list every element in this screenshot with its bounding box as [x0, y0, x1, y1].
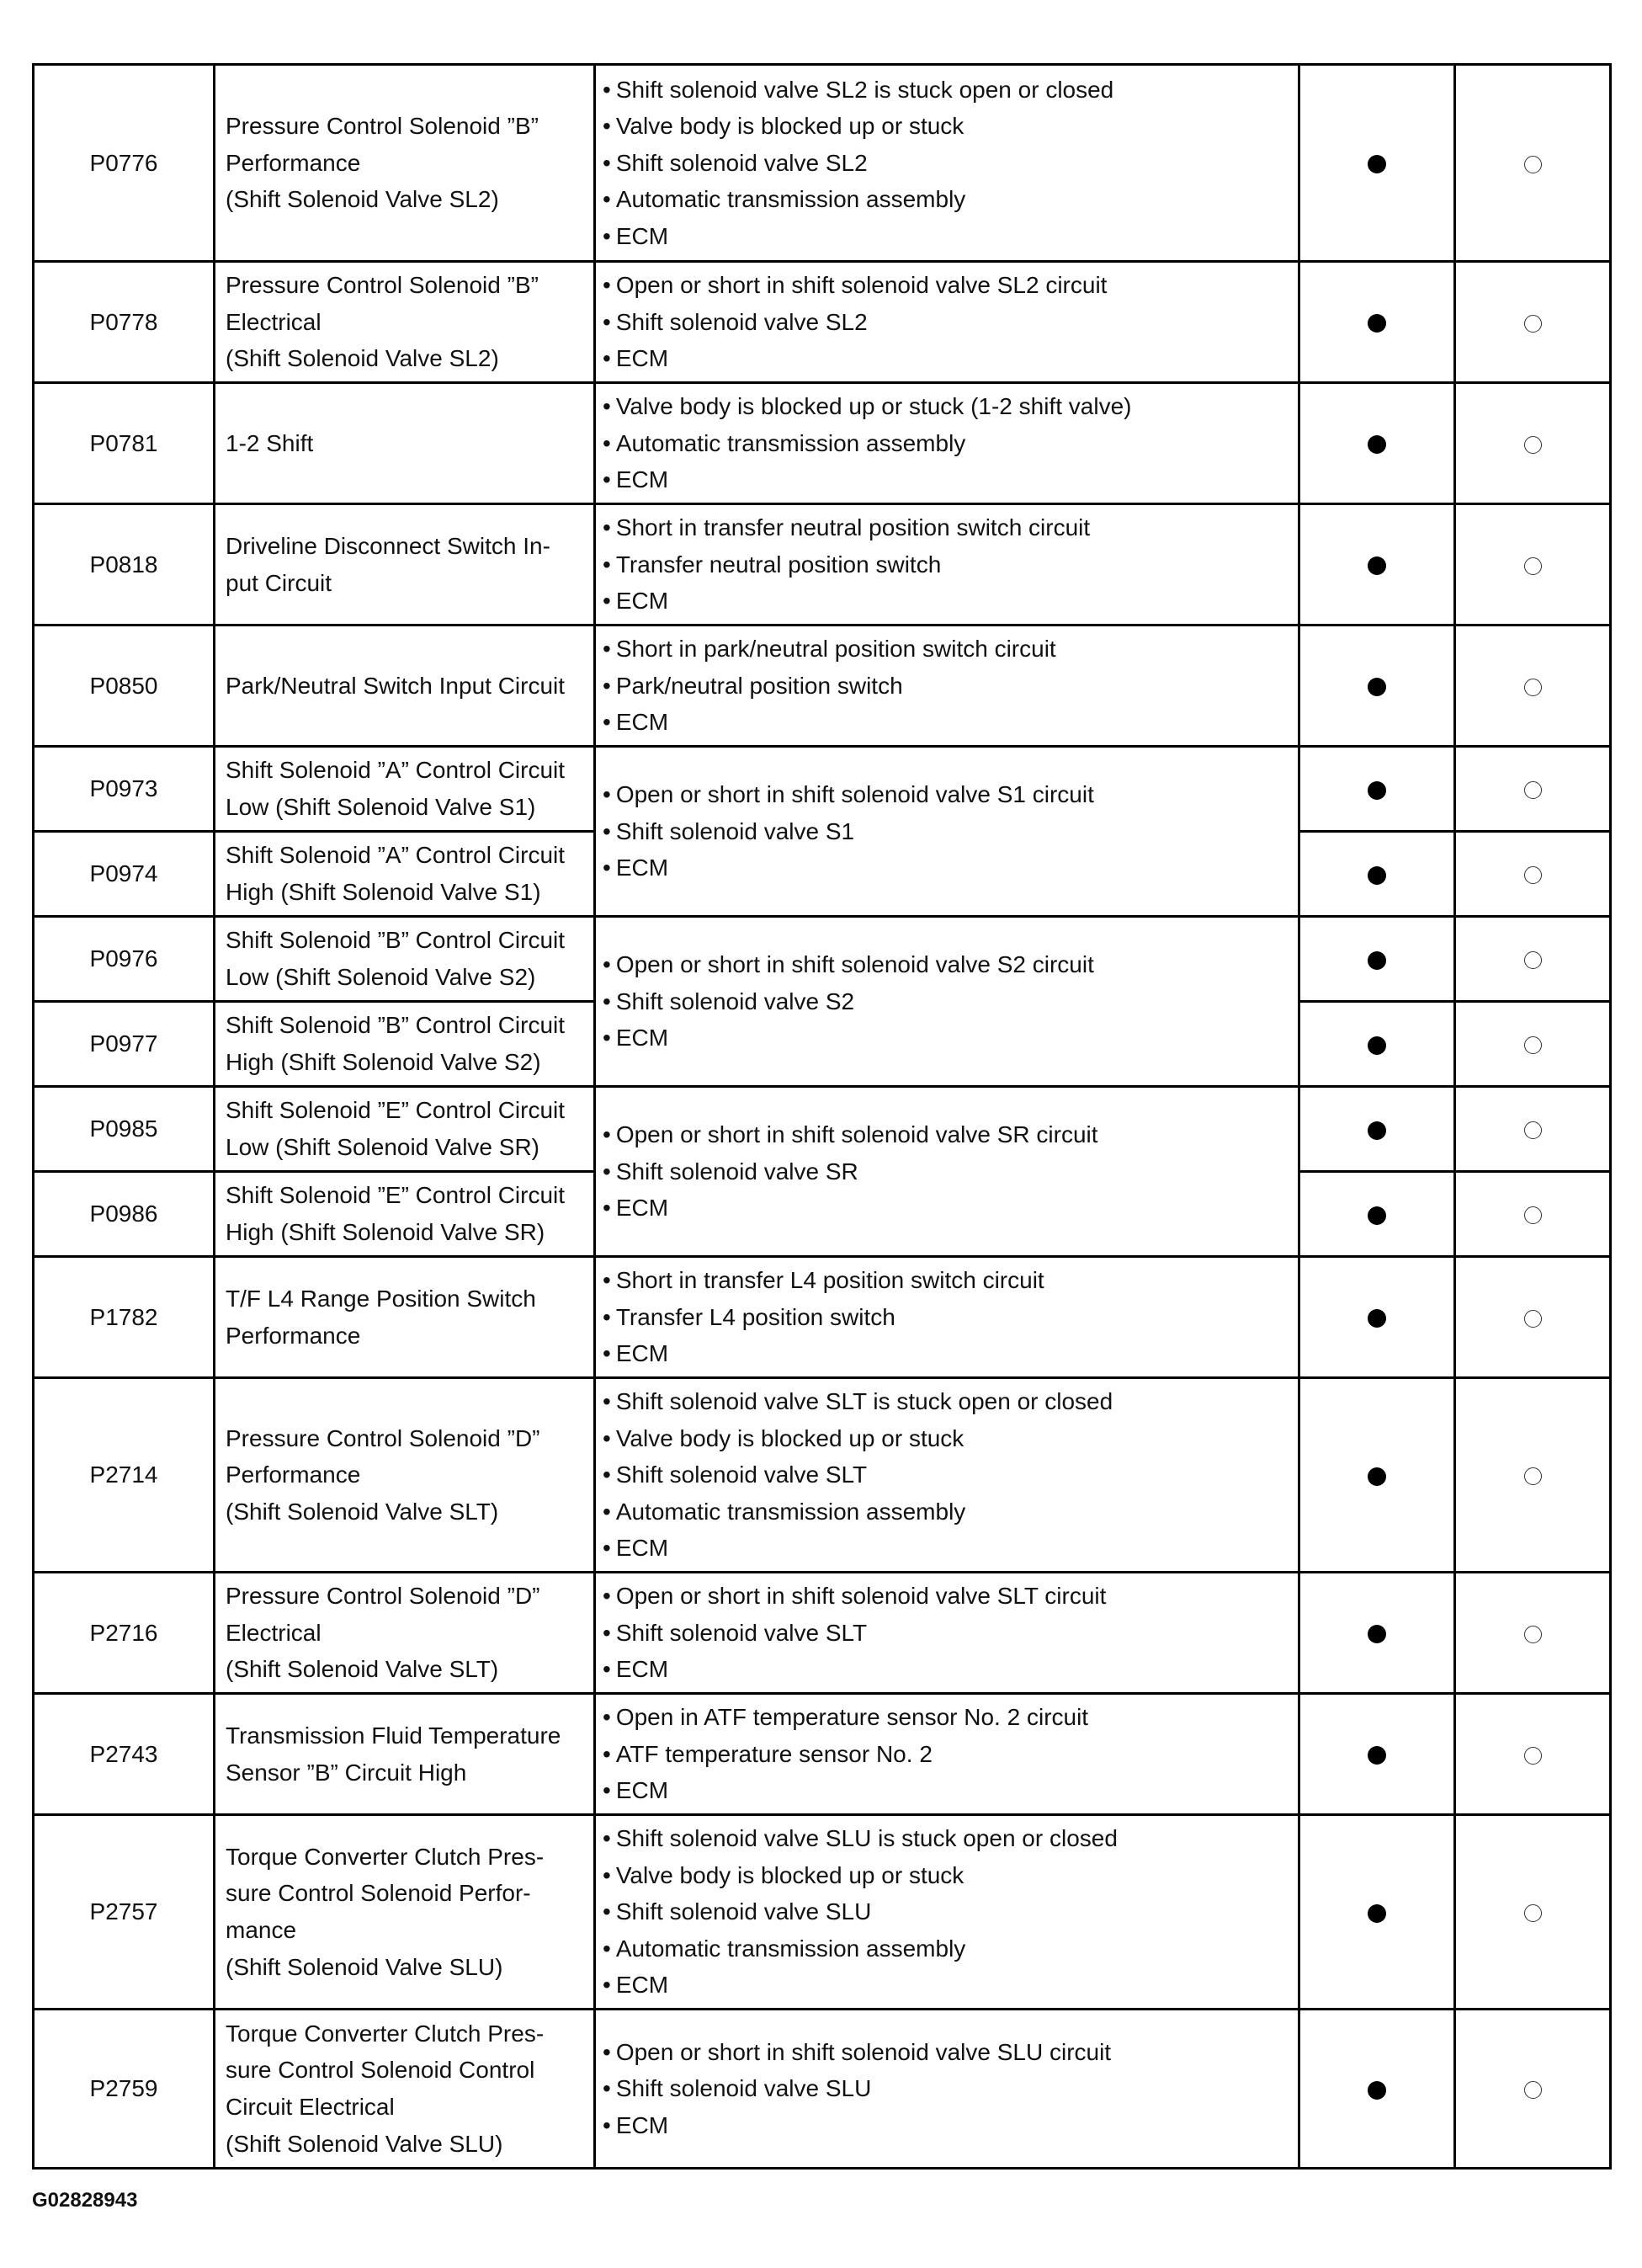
figure-id: G02828943 [32, 2189, 138, 2212]
trouble-area-item: • Open or short in shift solenoid valve SR circuit [603, 1116, 1291, 1153]
detection-item: Pressure Control Solenoid ”D” Electrical (Shift Solenoid Valve SLT) [215, 1573, 595, 1694]
mil-cell [1299, 1815, 1455, 2010]
mil-cell [1299, 626, 1455, 747]
trouble-area-item: • Open or short in shift solenoid valve SLT circuit [603, 1578, 1291, 1615]
mil-cell [1299, 1694, 1455, 1815]
memory-cell [1455, 2010, 1611, 2169]
mil-cell [1299, 1257, 1455, 1378]
detection-item: Pressure Control Solenoid ”B” Electrical (Shift Solenoid Valve SL2) [215, 262, 595, 383]
open-circle-icon [1524, 1467, 1542, 1485]
dtc-code: P2714 [34, 1378, 215, 1573]
mil-cell [1299, 1002, 1455, 1087]
filled-circle-icon [1368, 314, 1386, 333]
filled-circle-icon [1368, 1036, 1386, 1055]
trouble-area-item: • ECM [603, 1651, 1291, 1688]
trouble-area-item: • ECM [603, 1530, 1291, 1567]
dtc-code: P2716 [34, 1573, 215, 1694]
trouble-area-item: • Shift solenoid valve SLU is stuck open or closed [603, 1820, 1291, 1857]
trouble-area-list [603, 1578, 1291, 1688]
trouble-area-item: • Short in transfer L4 position switch circuit [603, 1262, 1291, 1299]
trouble-area-item: • ECM [603, 218, 1291, 255]
mil-cell [1299, 1172, 1455, 1257]
trouble-area-list [603, 1262, 1291, 1372]
mil-cell [1299, 832, 1455, 917]
trouble-area [595, 1694, 1299, 1815]
trouble-area-item: • ECM [603, 849, 1291, 886]
trouble-area-item: • Transfer L4 position switch [603, 1299, 1291, 1336]
trouble-area-list [603, 267, 1291, 377]
trouble-area-item: • Park/neutral position switch [603, 668, 1291, 705]
open-circle-icon [1524, 951, 1542, 969]
detection-item: Driveline Disconnect Switch In- put Circuit [215, 504, 595, 626]
trouble-area-item: • ECM [603, 1335, 1291, 1372]
dtc-code: P2743 [34, 1694, 215, 1815]
table-row [34, 262, 1611, 383]
dtc-code: P0781 [34, 383, 215, 504]
trouble-area [595, 917, 1299, 1087]
dtc-table [32, 63, 1612, 2170]
trouble-area [595, 504, 1299, 626]
trouble-area-item: • Valve body is blocked up or stuck [603, 1420, 1291, 1457]
trouble-area-item: • Shift solenoid valve SLU [603, 1893, 1291, 1930]
dtc-code: P2759 [34, 2010, 215, 2169]
memory-cell [1455, 1573, 1611, 1694]
open-circle-icon [1524, 557, 1542, 575]
open-circle-icon [1524, 2081, 1542, 2099]
memory-cell [1455, 1087, 1611, 1172]
mil-cell [1299, 1087, 1455, 1172]
memory-cell [1455, 1002, 1611, 1087]
filled-circle-icon [1368, 1121, 1386, 1140]
dtc-code: P1782 [34, 1257, 215, 1378]
trouble-area-item: • ECM [603, 340, 1291, 377]
trouble-area-item: • Open or short in shift solenoid valve S1 circuit [603, 776, 1291, 813]
detection-item: Shift Solenoid ”A” Control Circuit High (Shift Solenoid Valve S1) [215, 832, 595, 917]
trouble-area-list [603, 388, 1291, 498]
trouble-area-item: • Shift solenoid valve SLU [603, 2070, 1291, 2107]
filled-circle-icon [1368, 1309, 1386, 1328]
trouble-area [595, 1815, 1299, 2010]
table-row [34, 747, 1611, 832]
mil-cell [1299, 747, 1455, 832]
table-row [34, 504, 1611, 626]
memory-cell [1455, 1694, 1611, 1815]
open-circle-icon [1524, 866, 1542, 884]
trouble-area-item: • ECM [603, 461, 1291, 498]
trouble-area-list [603, 1116, 1291, 1227]
trouble-area [595, 1087, 1299, 1257]
trouble-area-list [603, 1699, 1291, 1809]
trouble-area [595, 2010, 1299, 2169]
memory-cell [1455, 917, 1611, 1002]
trouble-area [595, 1573, 1299, 1694]
table-row [34, 1087, 1611, 1172]
trouble-area [595, 626, 1299, 747]
table-row [34, 1257, 1611, 1378]
trouble-area-item: • Valve body is blocked up or stuck [603, 1857, 1291, 1894]
trouble-area-item: • Automatic transmission assembly [603, 181, 1291, 218]
open-circle-icon [1524, 1036, 1542, 1054]
trouble-area [595, 747, 1299, 917]
dtc-code: P0986 [34, 1172, 215, 1257]
detection-item: Torque Converter Clutch Pres- sure Control Solenoid Control Circuit Electrical (Shift Solenoid Valve SLU) [215, 2010, 595, 2169]
trouble-area [595, 262, 1299, 383]
dtc-code: P0778 [34, 262, 215, 383]
trouble-area-item: • Valve body is blocked up or stuck (1-2 shift valve) [603, 388, 1291, 425]
trouble-area-item: • Open or short in shift solenoid valve SLU circuit [603, 2034, 1291, 2071]
table-row [34, 1378, 1611, 1573]
trouble-area-item: • ECM [603, 704, 1291, 741]
detection-item: Shift Solenoid ”B” Control Circuit High (Shift Solenoid Valve S2) [215, 1002, 595, 1087]
trouble-area-item: • Open or short in shift solenoid valve SL2 circuit [603, 267, 1291, 304]
trouble-area [595, 65, 1299, 262]
table-row [34, 626, 1611, 747]
dtc-code: P0818 [34, 504, 215, 626]
filled-circle-icon [1368, 1467, 1386, 1486]
memory-cell [1455, 1257, 1611, 1378]
trouble-area-item: • Automatic transmission assembly [603, 1930, 1291, 1967]
table-row [34, 917, 1611, 1002]
memory-cell [1455, 504, 1611, 626]
trouble-area-item: • ECM [603, 1772, 1291, 1809]
trouble-area-list [603, 1820, 1291, 2004]
mil-cell [1299, 504, 1455, 626]
filled-circle-icon [1368, 951, 1386, 970]
memory-cell [1455, 1815, 1611, 2010]
trouble-area-item: • Transfer neutral position switch [603, 546, 1291, 583]
open-circle-icon [1524, 1747, 1542, 1765]
trouble-area-item: • Shift solenoid valve SLT is stuck open or closed [603, 1383, 1291, 1420]
trouble-area-item: • Shift solenoid valve SL2 [603, 304, 1291, 341]
filled-circle-icon [1368, 1206, 1386, 1225]
filled-circle-icon [1368, 1904, 1386, 1923]
trouble-area-item: • Short in park/neutral position switch circuit [603, 631, 1291, 668]
mil-cell [1299, 262, 1455, 383]
memory-cell [1455, 747, 1611, 832]
open-circle-icon [1524, 781, 1542, 799]
trouble-area-item: • Shift solenoid valve SR [603, 1153, 1291, 1190]
filled-circle-icon [1368, 678, 1386, 696]
dtc-table-body [34, 65, 1611, 2169]
dtc-code: P0776 [34, 65, 215, 262]
table-row [34, 2010, 1611, 2169]
table-row [34, 1694, 1611, 1815]
filled-circle-icon [1368, 1746, 1386, 1765]
memory-cell [1455, 262, 1611, 383]
trouble-area-list [603, 776, 1291, 886]
open-circle-icon [1524, 156, 1542, 173]
mil-cell [1299, 917, 1455, 1002]
mil-cell [1299, 1573, 1455, 1694]
trouble-area [595, 383, 1299, 504]
detection-item: T/F L4 Range Position Switch Performance [215, 1257, 595, 1378]
detection-item: Shift Solenoid ”B” Control Circuit Low (Shift Solenoid Valve S2) [215, 917, 595, 1002]
table-row [34, 1815, 1611, 2010]
detection-item: Pressure Control Solenoid ”B” Performance (Shift Solenoid Valve SL2) [215, 65, 595, 262]
trouble-area-item: • ECM [603, 583, 1291, 620]
dtc-code: P2757 [34, 1815, 215, 2010]
filled-circle-icon [1368, 1625, 1386, 1643]
memory-cell [1455, 1378, 1611, 1573]
mil-cell [1299, 383, 1455, 504]
trouble-area-list [603, 2034, 1291, 2144]
table-row [34, 1573, 1611, 1694]
dtc-code: P0973 [34, 747, 215, 832]
memory-cell [1455, 626, 1611, 747]
filled-circle-icon [1368, 435, 1386, 454]
dtc-code: P0977 [34, 1002, 215, 1087]
detection-item: Shift Solenoid ”E” Control Circuit Low (Shift Solenoid Valve SR) [215, 1087, 595, 1172]
detection-item: Shift Solenoid ”A” Control Circuit Low (Shift Solenoid Valve S1) [215, 747, 595, 832]
detection-item: Torque Converter Clutch Pres- sure Control Solenoid Perfor- mance (Shift Solenoid Valve SLU) [215, 1815, 595, 2010]
trouble-area-item: • Open in ATF temperature sensor No. 2 circuit [603, 1699, 1291, 1736]
filled-circle-icon [1368, 781, 1386, 800]
trouble-area-item: • ECM [603, 1190, 1291, 1227]
trouble-area-item: • ATF temperature sensor No. 2 [603, 1736, 1291, 1773]
filled-circle-icon [1368, 2081, 1386, 2100]
memory-cell [1455, 65, 1611, 262]
trouble-area-item: • ECM [603, 2107, 1291, 2144]
open-circle-icon [1524, 315, 1542, 333]
trouble-area [595, 1257, 1299, 1378]
detection-item: Transmission Fluid Temperature Sensor ”B” Circuit High [215, 1694, 595, 1815]
trouble-area-item: • Shift solenoid valve S2 [603, 983, 1291, 1020]
trouble-area-item: • Open or short in shift solenoid valve S2 circuit [603, 946, 1291, 983]
detection-item: Shift Solenoid ”E” Control Circuit High (Shift Solenoid Valve SR) [215, 1172, 595, 1257]
trouble-area-item: • Shift solenoid valve SLT [603, 1615, 1291, 1652]
open-circle-icon [1524, 1310, 1542, 1328]
open-circle-icon [1524, 436, 1542, 454]
detection-item: Park/Neutral Switch Input Circuit [215, 626, 595, 747]
memory-cell [1455, 832, 1611, 917]
table-row [34, 65, 1611, 262]
detection-item: Pressure Control Solenoid ”D” Performance (Shift Solenoid Valve SLT) [215, 1378, 595, 1573]
dtc-code: P0976 [34, 917, 215, 1002]
trouble-area-item: • Automatic transmission assembly [603, 425, 1291, 462]
trouble-area-item: • Shift solenoid valve S1 [603, 813, 1291, 850]
trouble-area [595, 1378, 1299, 1573]
memory-cell [1455, 1172, 1611, 1257]
trouble-area-item: • Shift solenoid valve SL2 is stuck open or closed [603, 72, 1291, 109]
dtc-code: P0985 [34, 1087, 215, 1172]
open-circle-icon [1524, 1206, 1542, 1224]
detection-item: 1-2 Shift [215, 383, 595, 504]
dtc-code: P0974 [34, 832, 215, 917]
dtc-code: P0850 [34, 626, 215, 747]
open-circle-icon [1524, 1904, 1542, 1922]
filled-circle-icon [1368, 155, 1386, 173]
trouble-area-item: • Shift solenoid valve SLT [603, 1456, 1291, 1493]
trouble-area-item: • Valve body is blocked up or stuck [603, 108, 1291, 145]
trouble-area-item: • Short in transfer neutral position switch circuit [603, 509, 1291, 546]
mil-cell [1299, 2010, 1455, 2169]
trouble-area-list [603, 631, 1291, 741]
trouble-area-list [603, 509, 1291, 620]
memory-cell [1455, 383, 1611, 504]
trouble-area-item: • Automatic transmission assembly [603, 1493, 1291, 1531]
mil-cell [1299, 65, 1455, 262]
open-circle-icon [1524, 1121, 1542, 1139]
trouble-area-item: • ECM [603, 1967, 1291, 2004]
trouble-area-list [603, 72, 1291, 255]
table-row [34, 383, 1611, 504]
mil-cell [1299, 1378, 1455, 1573]
open-circle-icon [1524, 679, 1542, 696]
filled-circle-icon [1368, 556, 1386, 575]
trouble-area-item: • Shift solenoid valve SL2 [603, 145, 1291, 182]
trouble-area-list [603, 946, 1291, 1057]
filled-circle-icon [1368, 866, 1386, 885]
open-circle-icon [1524, 1626, 1542, 1643]
trouble-area-list [603, 1383, 1291, 1567]
trouble-area-item: • ECM [603, 1020, 1291, 1057]
